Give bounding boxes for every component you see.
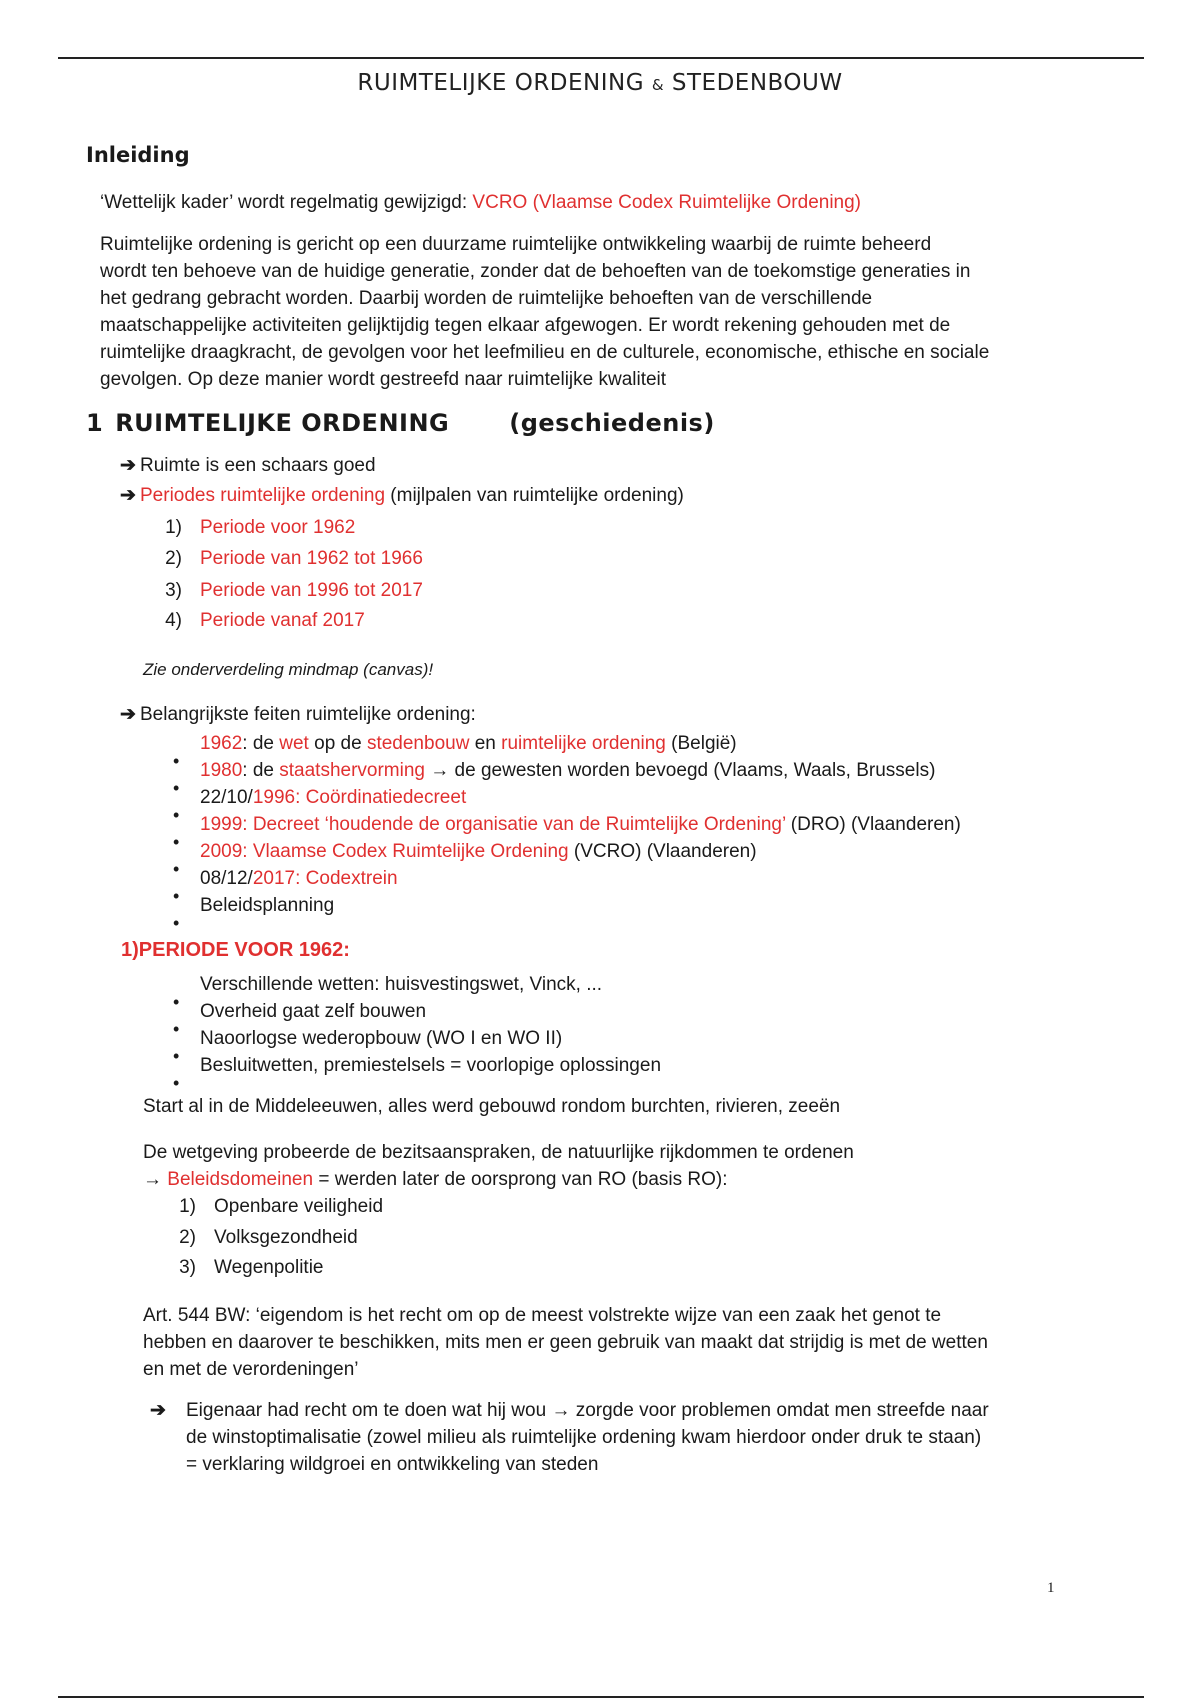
point-schaars: Ruimte is een schaars goed	[140, 455, 376, 476]
mindmap-note: Zie onderverdeling mindmap (canvas)!	[143, 660, 434, 679]
beleid-line: → Beleidsdomeinen = werden later de oorsprong van RO (basis RO):	[143, 1169, 728, 1190]
paragraph-line: en met de verordeningen’	[143, 1359, 359, 1380]
start-text: Start al in de Middeleeuwen, alles werd gebouwd rondom burchten, rivieren, zeeën	[143, 1096, 841, 1117]
point-periodes: Periodes ruimtelijke ordening	[140, 485, 386, 506]
arrow-icon: ➔	[150, 1400, 166, 1421]
list-item: Naoorlogse wederopbouw (WO I en WO II)	[200, 1028, 563, 1049]
arrow-icon: ➔	[120, 704, 136, 725]
arrow-icon: ➔	[120, 455, 136, 476]
kader-line	[100, 189, 861, 216]
paragraph-line: het gedrang gebracht worden. Daarbij worden de ruimtelijke behoeften van de verschillende	[100, 288, 873, 309]
kader-vcro: VCRO (Vlaamse Codex Ruimtelijke Ordening)	[472, 192, 862, 213]
list-item: Besluitwetten, premiestelsels = voorlopige oplossingen	[200, 1055, 662, 1076]
period-item: 4) Periode vanaf 2017	[165, 610, 365, 631]
art544-paragraph	[143, 1302, 988, 1383]
fact-item: 1962: de wet op de stedenbouw en ruimtelijke ordening (België)	[200, 733, 737, 754]
domain-item: 3) Wegenpolitie	[179, 1257, 324, 1278]
title-part2: STEDENBOUW	[664, 70, 843, 96]
paragraph-line: hebben en daarover te beschikken, mits men er geen gebruik van maakt dat strijdig is met de wetten	[143, 1332, 988, 1353]
paragraph-line: Eigenaar had recht om te doen wat hij wou → zorgde voor problemen omdat men streefde naar	[186, 1400, 989, 1421]
fact-item: Beleidsplanning	[200, 895, 335, 916]
section1-subtitle: (geschiedenis)	[509, 409, 715, 437]
arrow-icon: ➔	[120, 485, 136, 506]
page-number: 1	[1047, 1580, 1055, 1596]
list-item: Verschillende wetten: huisvestingswet, Vinck, ...	[200, 974, 603, 995]
kader-text: ‘Wettelijk kader’ wordt regelmatig gewijzigd:	[100, 192, 473, 213]
list-item: Overheid gaat zelf bouwen	[200, 1001, 427, 1022]
paragraph-line: gevolgen. Op deze manier wordt gestreefd naar ruimtelijke kwaliteit	[100, 369, 667, 390]
page-title	[0, 70, 1200, 96]
top-rule	[58, 57, 1144, 59]
wetgeving-text: De wetgeving probeerde de bezitsaanspraken, de natuurlijke rijkdommen te ordenen	[143, 1142, 854, 1163]
section1-number: 1	[86, 409, 104, 437]
fact-item: 1980: de staatshervorming → de gewesten worden bevoegd (Vlaams, Waals, Brussels)	[200, 760, 936, 781]
paragraph-line: Art. 544 BW: ‘eigendom is het recht om op de meest volstrekte wijze van een zaak het genot te	[143, 1305, 942, 1326]
bottom-rule	[58, 1696, 1144, 1698]
list-item	[120, 452, 376, 479]
list-item	[120, 482, 684, 509]
inleiding-heading: Inleiding	[86, 143, 190, 167]
section1-title: RUIMTELIJKE ORDENING	[115, 409, 450, 437]
list-item	[120, 701, 476, 728]
domain-item: 1) Openbare veiligheid	[179, 1196, 384, 1217]
paragraph-line: ruimtelijke draagkracht, de gevolgen voor het leefmilieu en de culturele, economische, ethische en sociale	[100, 342, 990, 363]
title-part1: RUIMTELIJKE ORDENING	[357, 70, 652, 96]
fact-item: 1999: Decreet ‘houdende de organisatie van de Ruimtelijke Ordening’ (DRO) (Vlaanderen)	[200, 814, 961, 835]
facts-intro: Belangrijkste feiten ruimtelijke ordening:	[140, 704, 476, 725]
section1-heading	[86, 409, 715, 437]
period-item: 1) Periode voor 1962	[165, 517, 356, 538]
paragraph-line: = verklaring wildgroei en ontwikkeling van steden	[186, 1454, 599, 1475]
title-ampersand: &	[651, 76, 665, 94]
eigenaar-item	[150, 1397, 989, 1478]
fact-item: 08/12/2017: Codextrein	[200, 868, 398, 889]
inleiding-paragraph	[100, 231, 989, 393]
paragraph-line: wordt ten behoeve van de huidige generatie, zonder dat de behoeften van de toekomstige generaties in	[100, 261, 971, 282]
beleidsdomeinen: Beleidsdomeinen	[167, 1169, 314, 1190]
domain-item: 2) Volksgezondheid	[179, 1227, 358, 1248]
point-mijlpalen: (mijlpalen van ruimtelijke ordening)	[385, 485, 684, 506]
periode1-heading: 1)PERIODE VOOR 1962:	[121, 939, 350, 961]
period-item: 2) Periode van 1962 tot 1966	[165, 548, 423, 569]
fact-item: 2009: Vlaamse Codex Ruimtelijke Ordening (VCRO) (Vlaanderen)	[200, 841, 757, 862]
paragraph-line: Ruimtelijke ordening is gericht op een duurzame ruimtelijke ontwikkeling waarbij de ruimte beheerd	[100, 234, 932, 255]
fact-item: 22/10/1996: Coördinatiedecreet	[200, 787, 467, 808]
paragraph-line: maatschappelijke activiteiten gelijktijdig tegen elkaar afgewogen. Er wordt rekening gehouden met de	[100, 315, 951, 336]
period-item: 3) Periode van 1996 tot 2017	[165, 580, 423, 601]
paragraph-line: de winstoptimalisatie (zowel milieu als ruimtelijke ordening kwam hierdoor onder druk te staan)	[186, 1427, 982, 1448]
